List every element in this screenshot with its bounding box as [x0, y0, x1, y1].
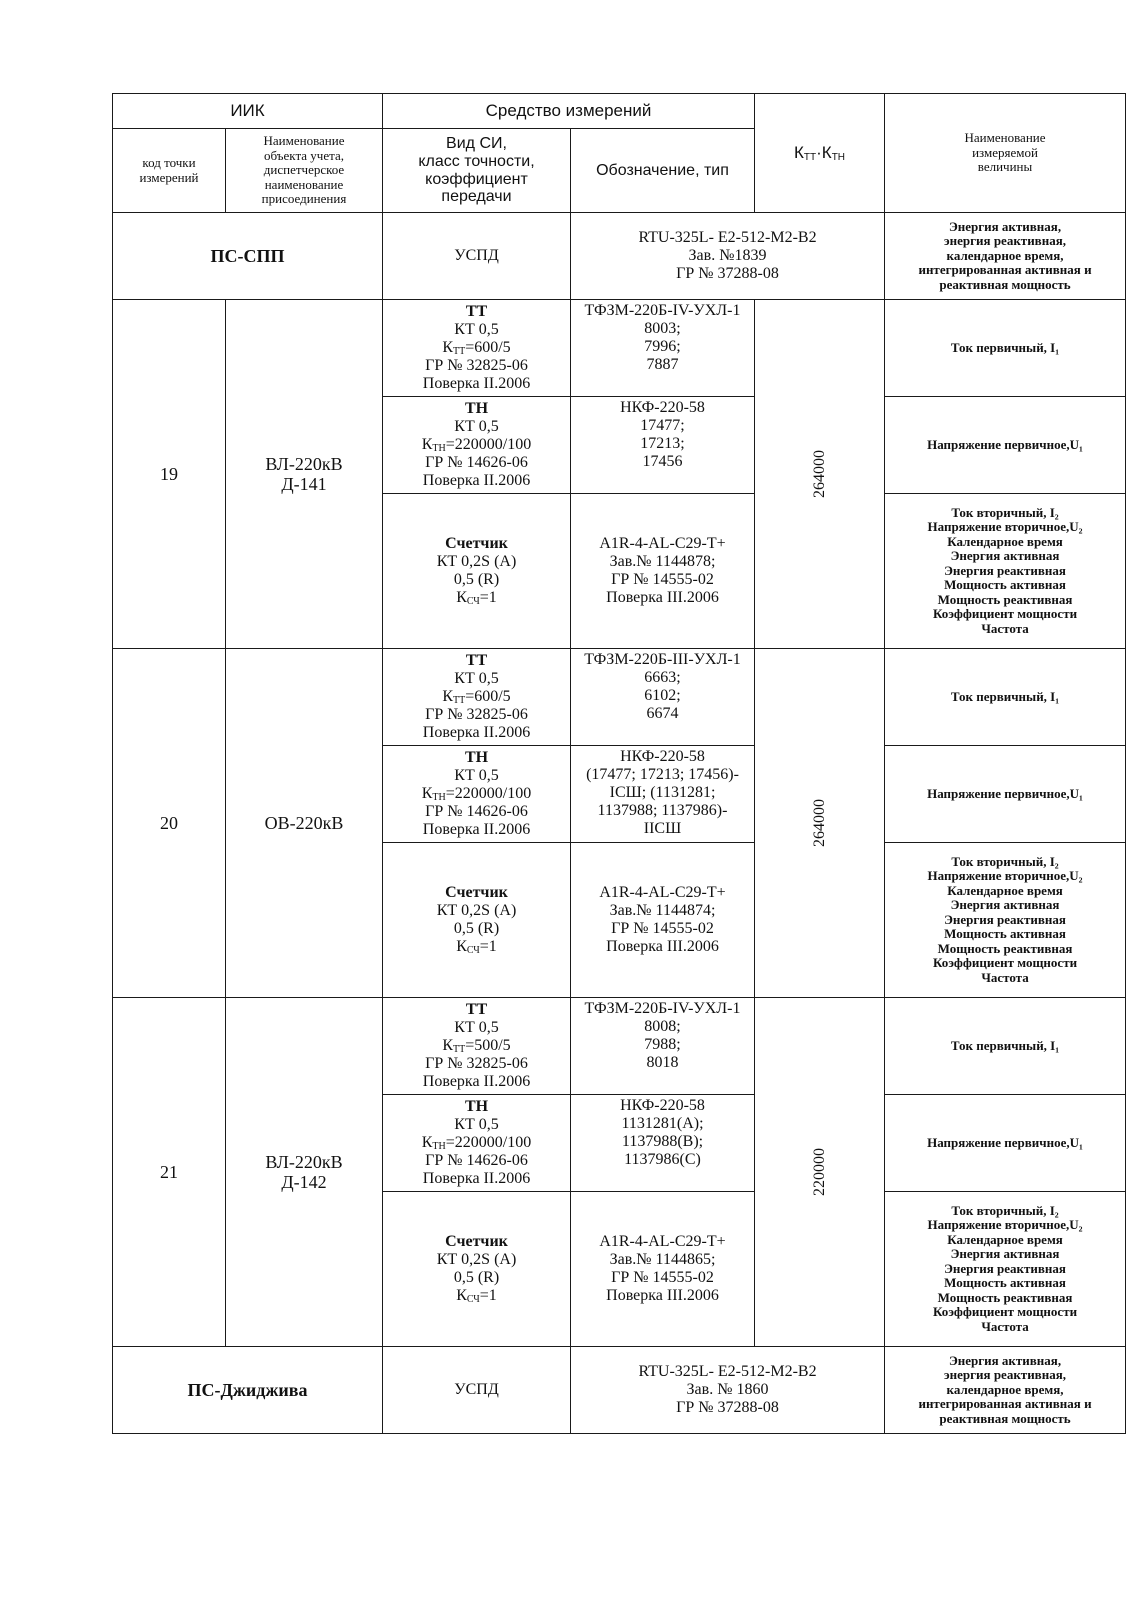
meter-designation: A1R-4-AL-C29-T+ Зав.№ 1144878; ГР № 14555-02 Поверка III.2006 — [571, 494, 755, 649]
point-code: 20 — [113, 649, 226, 998]
tt-designation: ТФЗМ-220Б-IV-УХЛ-1 8008; 7988; 8018 — [571, 998, 755, 1095]
meter-quantity: Ток вторичный, I₂ Напряжение вторичное,U₂ Календарное время Энергия активная Энергия реактивная Мощность активная Мощность реактивная Коэффициент мощности Частота — [885, 494, 1126, 649]
point-object: ВЛ-220кВ Д-142 — [226, 998, 383, 1347]
tt-designation: ТФЗМ-220Б-III-УХЛ-1 6663; 6102; 6674 — [571, 649, 755, 746]
point-code: 21 — [113, 998, 226, 1347]
header-means: Средство измерений — [383, 94, 755, 129]
header-designation: Обозначение, тип — [571, 129, 755, 213]
tt-type: ТТ КТ 0,5 $К_{ТТ}=500/5$ ГР № 32825-06 Поверка II.2006 — [383, 998, 571, 1095]
meter-quantity: Ток вторичный, I₂ Напряжение вторичное,U₂ Календарное время Энергия активная Энергия реактивная Мощность активная Мощность реактивная Коэффициент мощности Частота — [885, 843, 1126, 998]
tt-type: ТТ КТ 0,5 $К_{ТТ}=600/5$ ГР № 32825-06 Поверка II.2006 — [383, 300, 571, 397]
substation-designation: RTU-325L- E2-512-M2-B2 Зав. №1839 ГР № 37288-08 — [571, 213, 885, 300]
header-object: Наименование объекта учета, диспетчерское наименование присоединения — [226, 129, 383, 213]
tt-designation: ТФЗМ-220Б-IV-УХЛ-1 8003; 7996; 7887 — [571, 300, 755, 397]
meter-type: Счетчик КТ 0,2S (А) 0,5 (R) $К_{СЧ}=1$ — [383, 494, 571, 649]
tt-quantity: Ток первичный, I₁ — [885, 998, 1126, 1095]
tt-quantity: Ток первичный, I₁ — [885, 300, 1126, 397]
point-object: ОВ-220кВ — [226, 649, 383, 998]
header-row-top — [113, 94, 1126, 129]
tn-quantity: Напряжение первичное,U₁ — [885, 746, 1126, 843]
tn-type: ТН КТ 0,5 $К_{ТН}=220000/100$ ГР № 14626-06 Поверка II.2006 — [383, 746, 571, 843]
header-quantity: Наименование измеряемой величины — [885, 94, 1126, 213]
substation-quantity: Энергия активная, энергия реактивная, календарное время, интегрированная активная и реактивная мощность — [885, 213, 1126, 300]
tn-quantity: Напряжение первичное,U₁ — [885, 397, 1126, 494]
substation-row-2 — [113, 1347, 1126, 1434]
header-type-si: Вид СИ, класс точности, коэффициент передачи — [383, 129, 571, 213]
point-code: 19 — [113, 300, 226, 649]
point-20-tt-row — [113, 649, 1126, 746]
substation-name: ПС-СПП — [113, 213, 383, 300]
tt-quantity: Ток первичный, I₁ — [885, 649, 1126, 746]
header-ktt-ktn: $К_{ТТ}\cdot К_{ТН}$ — [755, 94, 885, 213]
substation-name: ПС-Джиджива — [113, 1347, 383, 1434]
ktt-ktn-value: 264000 — [755, 300, 885, 649]
substation-quantity: Энергия активная, энергия реактивная, календарное время, интегрированная активная и реактивная мощность — [885, 1347, 1126, 1434]
tn-quantity: Напряжение первичное,U₁ — [885, 1095, 1126, 1192]
header-code: код точки измерений — [113, 129, 226, 213]
tn-type: ТН КТ 0,5 $К_{ТН}=220000/100$ ГР № 14626-06 Поверка II.2006 — [383, 1095, 571, 1192]
substation-row-1 — [113, 213, 1126, 300]
tn-designation: НКФ-220-58 1131281(А); 1137988(В); 1137986(С) — [571, 1095, 755, 1192]
ktt-ktn-value: 264000 — [755, 649, 885, 998]
point-21-tt-row — [113, 998, 1126, 1095]
substation-designation: RTU-325L- E2-512-M2-B2 Зав. № 1860 ГР № 37288-08 — [571, 1347, 885, 1434]
meter-type: Счетчик КТ 0,2S (А) 0,5 (R) $К_{СЧ}=1$ — [383, 843, 571, 998]
measurement-table — [112, 93, 1126, 1434]
tt-type: ТТ КТ 0,5 $К_{ТТ}=600/5$ ГР № 32825-06 Поверка II.2006 — [383, 649, 571, 746]
meter-quantity: Ток вторичный, I₂ Напряжение вторичное,U₂ Календарное время Энергия активная Энергия реактивная Мощность активная Мощность реактивная Коэффициент мощности Частота — [885, 1192, 1126, 1347]
meter-designation: A1R-4-AL-C29-T+ Зав.№ 1144865; ГР № 14555-02 Поверка III.2006 — [571, 1192, 755, 1347]
tn-designation: НКФ-220-58 17477; 17213; 17456 — [571, 397, 755, 494]
point-19-tt-row — [113, 300, 1126, 397]
point-object: ВЛ-220кВ Д-141 — [226, 300, 383, 649]
tn-type: ТН КТ 0,5 $К_{ТН}=220000/100$ ГР № 14626-06 Поверка II.2006 — [383, 397, 571, 494]
substation-device: УСПД — [383, 1347, 571, 1434]
meter-designation: A1R-4-AL-C29-T+ Зав.№ 1144874; ГР № 14555-02 Поверка III.2006 — [571, 843, 755, 998]
ktt-ktn-value: 220000 — [755, 998, 885, 1347]
tn-designation: НКФ-220-58 (17477; 17213; 17456)- IСШ; (1131281; 1137988; 1137986)- IIСШ — [571, 746, 755, 843]
header-iik: ИИК — [113, 94, 383, 129]
substation-device: УСПД — [383, 213, 571, 300]
meter-type: Счетчик КТ 0,2S (А) 0,5 (R) $К_{СЧ}=1$ — [383, 1192, 571, 1347]
